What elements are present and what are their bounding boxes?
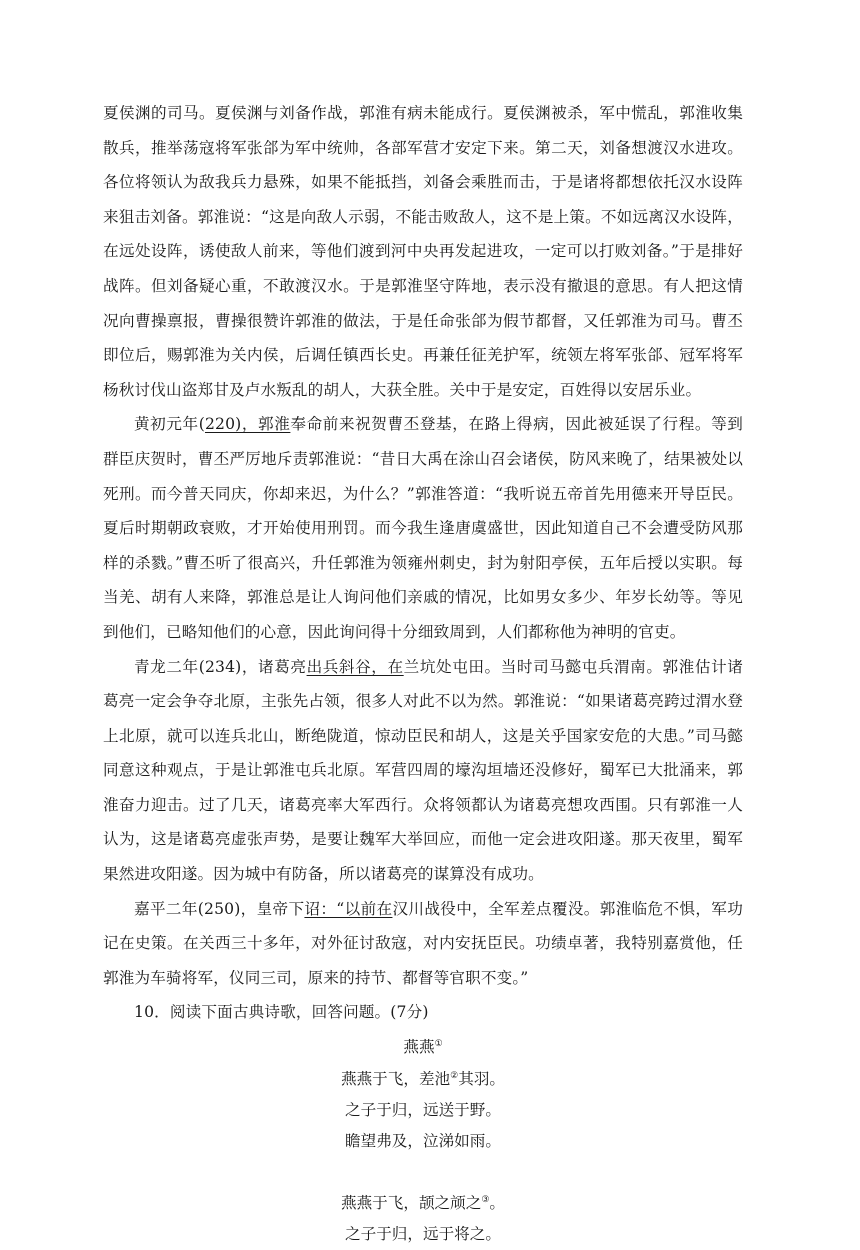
paragraph-3-post: 兰坑处屯田。当时司马懿屯兵渭南。郭淮估计诸葛亮一定会争夺北原，主张先占领，很多人对此不以为然。郭淮说：“如果诸葛亮跨过渭水登上北原，就可以连兵北山，断绝陇道，惊动臣民和胡人，这是关乎国家安危的大患。”司马懿同意这种观点，于是让郭淮屯兵北原。军营四周的壕沟垣墙还没修好，蜀军已大批涌来，郭淮奋力迎击。过了几天，诸葛亮率大军西行。众将领都认为诸葛亮想攻西围。只有郭淮一人认为，这是诸葛亮虚张声势，是要让魏军大举回应，而他一定会进攻阳遂。那天夜里，蜀军果然进攻阳遂。因为城中有防备，所以诸葛亮的谋算没有成功。 [103, 657, 743, 884]
poem-line-4 [103, 1188, 743, 1219]
paragraph-4 [103, 892, 743, 996]
poem-line-1-pre: 燕燕于飞，差池 [340, 1070, 451, 1089]
poem-title-note: ① [434, 1039, 443, 1050]
paragraph-3 [103, 650, 743, 892]
poem-line-4-post: 。 [489, 1194, 506, 1213]
poem-line-1-note: ② [450, 1071, 459, 1082]
document-page [103, 96, 743, 1250]
question-10-text: 10．阅读下面古典诗歌，回答问题。(7分) [134, 1003, 429, 1022]
poem-line-4-note: ③ [481, 1195, 490, 1206]
stanza-gap [103, 1157, 743, 1188]
poem [103, 1030, 743, 1250]
paragraph-1 [103, 96, 743, 407]
question-10 [103, 995, 743, 1030]
paragraph-2-pre: 黄初元年( [134, 415, 205, 434]
poem-line-2: 之子于归，远送于野。 [345, 1101, 501, 1120]
poem-line-5: 之子于归，远于将之。 [345, 1225, 501, 1244]
poem-line-3: 瞻望弗及，泣涕如雨。 [345, 1132, 501, 1151]
paragraph-3-pre: 青龙二年(234)，诸葛亮 [134, 657, 307, 676]
paragraph-4-underlined: 诏：“以前在 [304, 899, 393, 918]
paragraph-3-underlined: 出兵斜谷，在 [306, 657, 404, 676]
paragraph-2-post: 奉命前来祝贺曹丕登基，在路上得病，因此被延误了行程。等到群臣庆贺时，曹丕严厉地斥责郭淮说：“昔日大禹在涂山召会诸侯，防风来晚了，结果被处以死刑。而今普天同庆，你却来迟，为什么？”郭淮答道：“我听说五帝首先用德来开导臣民。夏后时期朝政衰败，才开始使用刑罚。而今我生逢唐虞盛世，因此知道自己不会遭受防风那样的杀戮。”曹丕听了很高兴，升任郭淮为领雍州刺史，封为射阳亭侯，五年后授以实职。每当羌、胡有人来降，郭淮总是让人询问他们亲戚的情况，比如男女多少、年岁长幼等。等见到他们，已略知他们的心意，因此询问得十分细致周到，人们都称他为神明的官吏。 [103, 415, 744, 641]
paragraph-4-pre: 嘉平二年(250)，皇帝下 [134, 899, 305, 918]
poem-line-1-post: 其羽。 [458, 1070, 506, 1089]
poem-title [103, 1030, 743, 1064]
poem-line-4-pre: 燕燕于飞，颉之颃之 [340, 1194, 482, 1213]
poem-title-text: 燕燕 [403, 1038, 435, 1057]
paragraph-2 [103, 407, 743, 649]
paragraph-1-text: 夏侯渊的司马。夏侯渊与刘备作战，郭淮有病未能成行。夏侯渊被杀，军中慌乱，郭淮收集散兵，推举荡寇将军张郃为军中统帅，各部军营才安定下来。第二天，刘备想渡汉水进攻。各位将领认为敌我兵力悬殊，如果不能抵挡，刘备会乘胜而击，于是诸将都想依托汉水设阵来狙击刘备。郭淮说：“这是向敌人示弱，不能击败敌人，这不是上策。不如远离汉水设阵，在远处设阵，诱使敌人前来，等他们渡到河中央再发起进攻，一定可以打败刘备。”于是排好战阵。但刘备疑心重，不敢渡汉水。于是郭淮坚守阵地，表示没有撤退的意思。有人把这情况向曹操禀报，曹操很赞许郭淮的做法，于是任命张郃为假节都督，又任郭淮为司马。曹丕即位后，赐郭淮为关内侯，后调任镇西长史。再兼任征羌护军，统领左将军张郃、冠军将军杨秋讨伐山盗郑甘及卢水叛乱的胡人，大获全胜。关中于是安定，百姓得以安居乐业。 [103, 104, 743, 399]
paragraph-2-underlined: 220)，郭淮 [204, 415, 291, 434]
paragraph-4-post: 汉川战役中，全军差点覆没。郭淮临危不惧，军功记在史策。在关西三十多年，对外征讨敌寇，对内安抚臣民。功绩卓著，我特别嘉赏他，任郭淮为车骑将军，仪同三司，原来的持节、都督等官职不变。” [103, 899, 743, 987]
poem-line-1 [103, 1064, 743, 1095]
